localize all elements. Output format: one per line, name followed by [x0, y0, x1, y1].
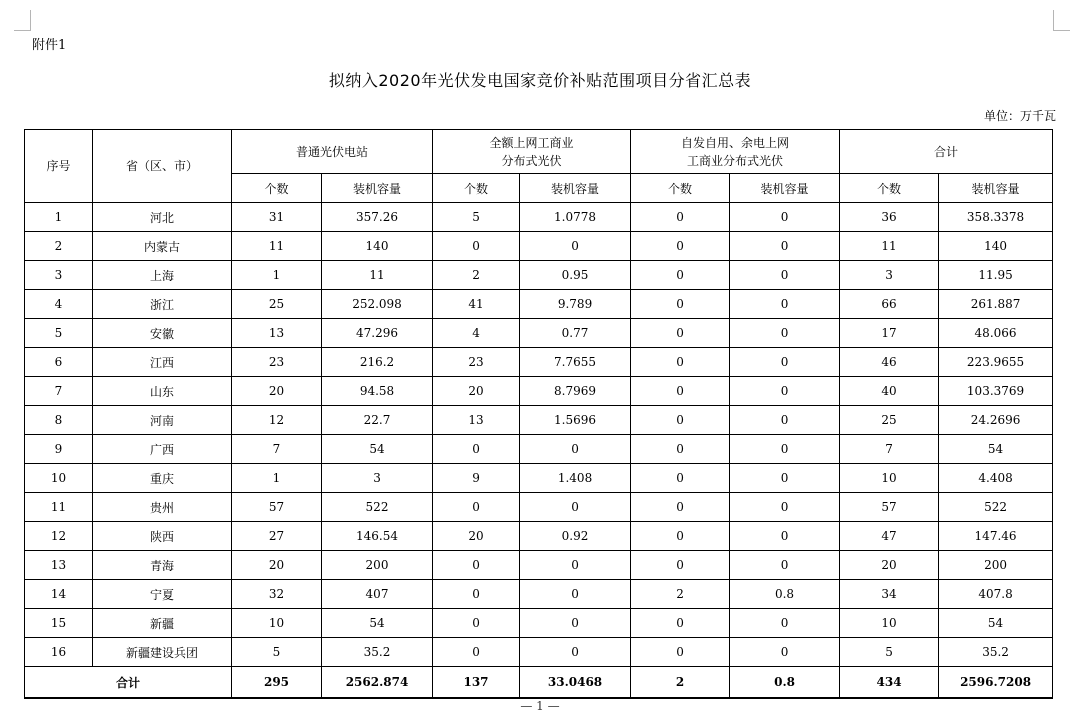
cell-seq: 5: [25, 319, 93, 348]
cell-capacity: 0: [730, 319, 840, 348]
cell-capacity: 140: [322, 232, 433, 261]
cell-count: 10: [840, 609, 939, 638]
total-cell-count: 434: [840, 667, 939, 699]
cell-capacity: 407: [322, 580, 433, 609]
cell-count: 20: [840, 551, 939, 580]
cell-capacity: 47.296: [322, 319, 433, 348]
cell-capacity: 147.46: [939, 522, 1053, 551]
cell-capacity: 0: [730, 348, 840, 377]
cell-capacity: 0: [730, 638, 840, 667]
unit-label: 单位：万千瓦: [983, 109, 1056, 123]
cell-count: 0: [631, 522, 730, 551]
cell-capacity: 358.3378: [939, 203, 1053, 232]
cell-seq: 9: [25, 435, 93, 464]
cell-capacity: 0: [730, 522, 840, 551]
cell-count: 36: [840, 203, 939, 232]
cell-capacity: 11: [322, 261, 433, 290]
table-row: [25, 609, 1053, 638]
cell-capacity: 11.95: [939, 261, 1053, 290]
total-cell-capacity: 0.8: [730, 667, 840, 699]
cell-seq: 15: [25, 609, 93, 638]
cell-count: 2: [631, 580, 730, 609]
cell-count: 0: [433, 232, 520, 261]
header-group-full-grid-line1: 全额上网工商业: [489, 135, 574, 150]
cell-capacity: 0: [730, 551, 840, 580]
total-cell-count: 295: [232, 667, 322, 699]
cell-capacity: 103.3769: [939, 377, 1053, 406]
cell-capacity: 1.5696: [520, 406, 631, 435]
table-row: [25, 464, 1053, 493]
cell-count: 0: [631, 435, 730, 464]
cell-count: 5: [840, 638, 939, 667]
table-header-row-groups: [25, 130, 1053, 174]
cell-count: 0: [631, 609, 730, 638]
table-row: [25, 638, 1053, 667]
table-row: [25, 580, 1053, 609]
cell-capacity: 35.2: [939, 638, 1053, 667]
cell-province: 安徽: [93, 319, 232, 348]
cell-seq: 14: [25, 580, 93, 609]
cell-capacity: 216.2: [322, 348, 433, 377]
cell-province: 江西: [93, 348, 232, 377]
cell-count: 0: [631, 348, 730, 377]
table-row: [25, 522, 1053, 551]
header-count: 个数: [840, 174, 939, 203]
cell-capacity: 252.098: [322, 290, 433, 319]
total-cell-count: 2: [631, 667, 730, 699]
table-row: [25, 319, 1053, 348]
cell-seq: 11: [25, 493, 93, 522]
header-province: 省（区、市）: [93, 130, 232, 203]
cell-capacity: 54: [939, 609, 1053, 638]
cell-capacity: 407.8: [939, 580, 1053, 609]
cell-count: 13: [433, 406, 520, 435]
cell-province: 广西: [93, 435, 232, 464]
cell-capacity: 0: [520, 609, 631, 638]
cell-province: 新疆: [93, 609, 232, 638]
total-row: [25, 667, 1053, 699]
cell-capacity: 7.7655: [520, 348, 631, 377]
cell-count: 12: [232, 406, 322, 435]
table-body: [25, 203, 1053, 667]
cell-count: 0: [433, 551, 520, 580]
total-label: 合计: [25, 667, 232, 699]
cell-count: 0: [433, 493, 520, 522]
cell-count: 32: [232, 580, 322, 609]
page-corner-mark-left: [14, 10, 31, 31]
cell-capacity: 35.2: [322, 638, 433, 667]
cell-count: 31: [232, 203, 322, 232]
cell-count: 17: [840, 319, 939, 348]
header-group-self-use-line2: 工商业分布式光伏: [687, 153, 784, 168]
header-capacity: 装机容量: [322, 174, 433, 203]
cell-count: 13: [232, 319, 322, 348]
cell-seq: 12: [25, 522, 93, 551]
header-group-full-grid-line2: 分布式光伏: [501, 153, 562, 168]
cell-count: 3: [840, 261, 939, 290]
cell-capacity: 0: [520, 435, 631, 464]
cell-capacity: 0: [520, 580, 631, 609]
table-row: [25, 232, 1053, 261]
cell-province: 河北: [93, 203, 232, 232]
cell-count: 7: [840, 435, 939, 464]
cell-province: 上海: [93, 261, 232, 290]
cell-count: 0: [631, 493, 730, 522]
cell-capacity: 522: [939, 493, 1053, 522]
header-capacity: 装机容量: [730, 174, 840, 203]
cell-count: 20: [232, 551, 322, 580]
cell-count: 0: [631, 551, 730, 580]
total-cell-capacity: 2562.874: [322, 667, 433, 699]
cell-capacity: 0.95: [520, 261, 631, 290]
cell-capacity: 3: [322, 464, 433, 493]
header-count: 个数: [433, 174, 520, 203]
cell-count: 47: [840, 522, 939, 551]
cell-province: 山东: [93, 377, 232, 406]
cell-province: 青海: [93, 551, 232, 580]
header-count: 个数: [232, 174, 322, 203]
cell-seq: 7: [25, 377, 93, 406]
table-row: [25, 435, 1053, 464]
table-row: [25, 203, 1053, 232]
cell-capacity: 9.789: [520, 290, 631, 319]
cell-count: 1: [232, 261, 322, 290]
cell-province: 贵州: [93, 493, 232, 522]
cell-seq: 4: [25, 290, 93, 319]
cell-count: 10: [232, 609, 322, 638]
attachment-label: 附件1: [32, 38, 67, 53]
header-seq: 序号: [25, 130, 93, 203]
cell-capacity: 0: [730, 203, 840, 232]
cell-capacity: 0: [520, 493, 631, 522]
cell-count: 20: [433, 522, 520, 551]
header-capacity: 装机容量: [520, 174, 631, 203]
cell-seq: 6: [25, 348, 93, 377]
cell-count: 25: [840, 406, 939, 435]
cell-count: 57: [232, 493, 322, 522]
cell-count: 46: [840, 348, 939, 377]
cell-count: 9: [433, 464, 520, 493]
cell-capacity: 0: [520, 551, 631, 580]
cell-count: 27: [232, 522, 322, 551]
header-group-total: 合计: [840, 130, 1053, 174]
cell-count: 20: [433, 377, 520, 406]
cell-count: 5: [232, 638, 322, 667]
cell-capacity: 4.408: [939, 464, 1053, 493]
cell-capacity: 1.408: [520, 464, 631, 493]
cell-count: 1: [232, 464, 322, 493]
table-row: [25, 551, 1053, 580]
cell-capacity: 48.066: [939, 319, 1053, 348]
cell-count: 23: [232, 348, 322, 377]
cell-seq: 2: [25, 232, 93, 261]
cell-count: 0: [631, 203, 730, 232]
cell-capacity: 0: [520, 638, 631, 667]
page-corner-mark-right: [1053, 10, 1070, 31]
cell-province: 浙江: [93, 290, 232, 319]
cell-capacity: 146.54: [322, 522, 433, 551]
cell-count: 11: [840, 232, 939, 261]
cell-count: 0: [631, 319, 730, 348]
cell-capacity: 200: [322, 551, 433, 580]
cell-province: 宁夏: [93, 580, 232, 609]
cell-capacity: 0: [730, 435, 840, 464]
cell-capacity: 54: [322, 609, 433, 638]
cell-count: 0: [631, 464, 730, 493]
cell-capacity: 261.887: [939, 290, 1053, 319]
table-row: [25, 348, 1053, 377]
cell-count: 40: [840, 377, 939, 406]
cell-count: 57: [840, 493, 939, 522]
cell-count: 0: [433, 580, 520, 609]
cell-count: 4: [433, 319, 520, 348]
cell-count: 11: [232, 232, 322, 261]
cell-count: 41: [433, 290, 520, 319]
table-row: [25, 261, 1053, 290]
header-group-full-grid-distributed: [433, 130, 631, 174]
cell-capacity: 0.92: [520, 522, 631, 551]
cell-province: 陕西: [93, 522, 232, 551]
cell-capacity: 0: [730, 493, 840, 522]
cell-province: 河南: [93, 406, 232, 435]
cell-province: 内蒙古: [93, 232, 232, 261]
cell-count: 0: [433, 435, 520, 464]
cell-province: 重庆: [93, 464, 232, 493]
cell-capacity: 140: [939, 232, 1053, 261]
cell-capacity: 357.26: [322, 203, 433, 232]
table-row: [25, 377, 1053, 406]
cell-capacity: 0: [730, 290, 840, 319]
cell-seq: 13: [25, 551, 93, 580]
cell-count: 23: [433, 348, 520, 377]
cell-seq: 3: [25, 261, 93, 290]
cell-count: 2: [433, 261, 520, 290]
table-row: [25, 406, 1053, 435]
cell-count: 0: [631, 377, 730, 406]
cell-capacity: 0: [730, 377, 840, 406]
document-title: 拟纳入2020年光伏发电国家竞价补贴范围项目分省汇总表: [328, 71, 752, 90]
total-cell-count: 137: [433, 667, 520, 699]
cell-count: 10: [840, 464, 939, 493]
cell-count: 0: [631, 290, 730, 319]
cell-capacity: 0: [730, 261, 840, 290]
cell-capacity: 8.7969: [520, 377, 631, 406]
cell-capacity: 54: [322, 435, 433, 464]
header-group-self-use-line1: 自发自用、余电上网: [681, 135, 790, 150]
summary-table: [24, 129, 1053, 699]
total-cell-capacity: 33.0468: [520, 667, 631, 699]
cell-capacity: 24.2696: [939, 406, 1053, 435]
cell-count: 5: [433, 203, 520, 232]
cell-capacity: 200: [939, 551, 1053, 580]
cell-capacity: 0: [730, 609, 840, 638]
cell-capacity: 0: [730, 464, 840, 493]
cell-province: 新疆建设兵团: [93, 638, 232, 667]
cell-count: 7: [232, 435, 322, 464]
cell-capacity: 22.7: [322, 406, 433, 435]
cell-seq: 16: [25, 638, 93, 667]
cell-count: 25: [232, 290, 322, 319]
cell-count: 0: [433, 609, 520, 638]
cell-count: 0: [631, 406, 730, 435]
cell-count: 0: [631, 261, 730, 290]
header-capacity: 装机容量: [939, 174, 1053, 203]
cell-seq: 1: [25, 203, 93, 232]
cell-capacity: 1.0778: [520, 203, 631, 232]
cell-seq: 10: [25, 464, 93, 493]
cell-capacity: 94.58: [322, 377, 433, 406]
cell-capacity: 522: [322, 493, 433, 522]
table-row: [25, 290, 1053, 319]
cell-count: 0: [631, 638, 730, 667]
header-group-ordinary-pv: 普通光伏电站: [232, 130, 433, 174]
cell-capacity: 0.8: [730, 580, 840, 609]
cell-count: 0: [631, 232, 730, 261]
cell-count: 20: [232, 377, 322, 406]
cell-capacity: 0.77: [520, 319, 631, 348]
cell-capacity: 0: [730, 406, 840, 435]
total-cell-capacity: 2596.7208: [939, 667, 1053, 699]
cell-seq: 8: [25, 406, 93, 435]
cell-count: 0: [433, 638, 520, 667]
header-group-self-use-distributed: [631, 130, 840, 174]
page-number: — 1 —: [520, 699, 560, 713]
cell-count: 66: [840, 290, 939, 319]
cell-capacity: 54: [939, 435, 1053, 464]
cell-capacity: 0: [520, 232, 631, 261]
header-count: 个数: [631, 174, 730, 203]
cell-capacity: 223.9655: [939, 348, 1053, 377]
cell-count: 34: [840, 580, 939, 609]
cell-capacity: 0: [730, 232, 840, 261]
table-row: [25, 493, 1053, 522]
